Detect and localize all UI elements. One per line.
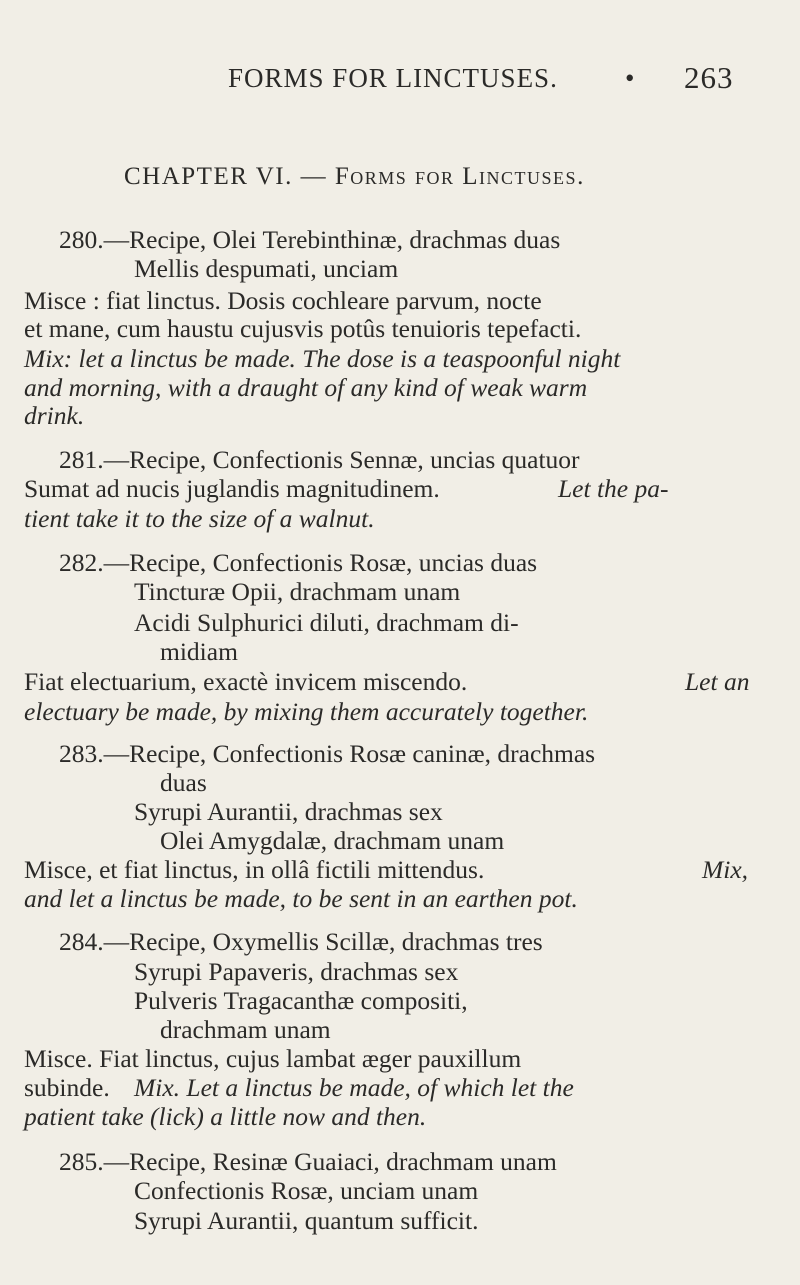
recipe-283-line-2: duas bbox=[160, 768, 207, 797]
recipe-282-line-5: Fiat electuarium, exactè invicem miscendo. bbox=[24, 667, 468, 696]
running-title: FORMS FOR LINCTUSES. bbox=[228, 63, 558, 93]
recipe-283-translation-2: and let a linctus be made, to be sent in an earthen pot. bbox=[24, 884, 578, 913]
recipe-281-line-1: 281.—Recipe, Confectionis Sennæ, uncias quatuor bbox=[59, 445, 580, 474]
page-number: 263 bbox=[684, 60, 734, 95]
recipe-285-line-2: Confectionis Rosæ, unciam unam bbox=[134, 1176, 479, 1205]
recipe-280-line-4: et mane, cum haustu cujusvis potûs tenuioris tepefacti. bbox=[24, 314, 582, 343]
recipe-281-line-2: Sumat ad nucis juglandis magnitudinem. bbox=[24, 474, 440, 503]
recipe-280-line-3: Misce : fiat linctus. Dosis cochleare parvum, nocte bbox=[24, 286, 542, 315]
recipe-282-line-1: 282.—Recipe, Confectionis Rosæ, uncias duas bbox=[59, 548, 538, 577]
recipe-282-translation-1: Let an bbox=[685, 667, 750, 696]
recipe-284-line-1: 284.—Recipe, Oxymellis Scillæ, drachmas tres bbox=[59, 927, 543, 956]
recipe-282-line-4: midiam bbox=[160, 637, 238, 666]
recipe-284-line-5: Misce. Fiat linctus, cujus lambat æger pauxillum bbox=[24, 1044, 522, 1073]
chapter-title: Forms for Linctuses. bbox=[334, 163, 585, 190]
recipe-283-line-3: Syrupi Aurantii, drachmas sex bbox=[134, 797, 443, 826]
recipe-284-translation-2: patient take (lick) a little now and then. bbox=[24, 1102, 427, 1131]
running-header bbox=[0, 60, 800, 103]
recipe-285-line-3: Syrupi Aurantii, quantum sufficit. bbox=[134, 1206, 479, 1235]
recipe-284-line-2: Syrupi Papaveris, drachmas sex bbox=[134, 957, 459, 986]
recipe-282-line-2: Tincturæ Opii, drachmam unam bbox=[134, 577, 461, 606]
recipe-280-translation-2: and morning, with a draught of any kind of weak warm bbox=[24, 373, 588, 402]
recipe-283-line-1: 283.—Recipe, Confectionis Rosæ caninæ, drachmas bbox=[59, 739, 596, 768]
recipe-283-line-5: Misce, et fiat linctus, in ollâ fictili mittendus. bbox=[24, 855, 485, 884]
recipe-284-translation-1: Mix. Let a linctus be made, of which let the bbox=[134, 1073, 574, 1102]
chapter-heading bbox=[124, 163, 585, 191]
recipe-284-line-4: drachmam unam bbox=[160, 1015, 331, 1044]
recipe-280-translation-3: drink. bbox=[24, 401, 85, 430]
recipe-280-line-2: Mellis despumati, unciam bbox=[134, 254, 399, 283]
recipe-283-line-4: Olei Amygdalæ, drachmam unam bbox=[160, 826, 505, 855]
header-ornament: • bbox=[625, 63, 636, 93]
recipe-282-translation-2: electuary be made, by mixing them accurately together. bbox=[24, 697, 589, 726]
recipe-285-line-1: 285.—Recipe, Resinæ Guaiaci, drachmam unam bbox=[59, 1147, 557, 1176]
recipe-281-translation-1: Let the pa- bbox=[558, 474, 669, 503]
recipe-281-translation-2: tient take it to the size of a walnut. bbox=[24, 504, 375, 533]
chapter-number: CHAPTER VI. — bbox=[124, 163, 335, 190]
recipe-284-line-6: subinde. bbox=[24, 1073, 110, 1102]
recipe-282-line-3: Acidi Sulphurici diluti, drachmam di- bbox=[134, 608, 519, 637]
recipe-280-translation-1: Mix: let a linctus be made. The dose is a teaspoonful night bbox=[24, 344, 621, 373]
recipe-280-line-1: 280.—Recipe, Olei Terebinthinæ, drachmas duas bbox=[59, 225, 561, 254]
recipe-283-translation-1: Mix, bbox=[702, 855, 749, 884]
recipe-284-line-3: Pulveris Tragacanthæ compositi, bbox=[134, 986, 468, 1015]
